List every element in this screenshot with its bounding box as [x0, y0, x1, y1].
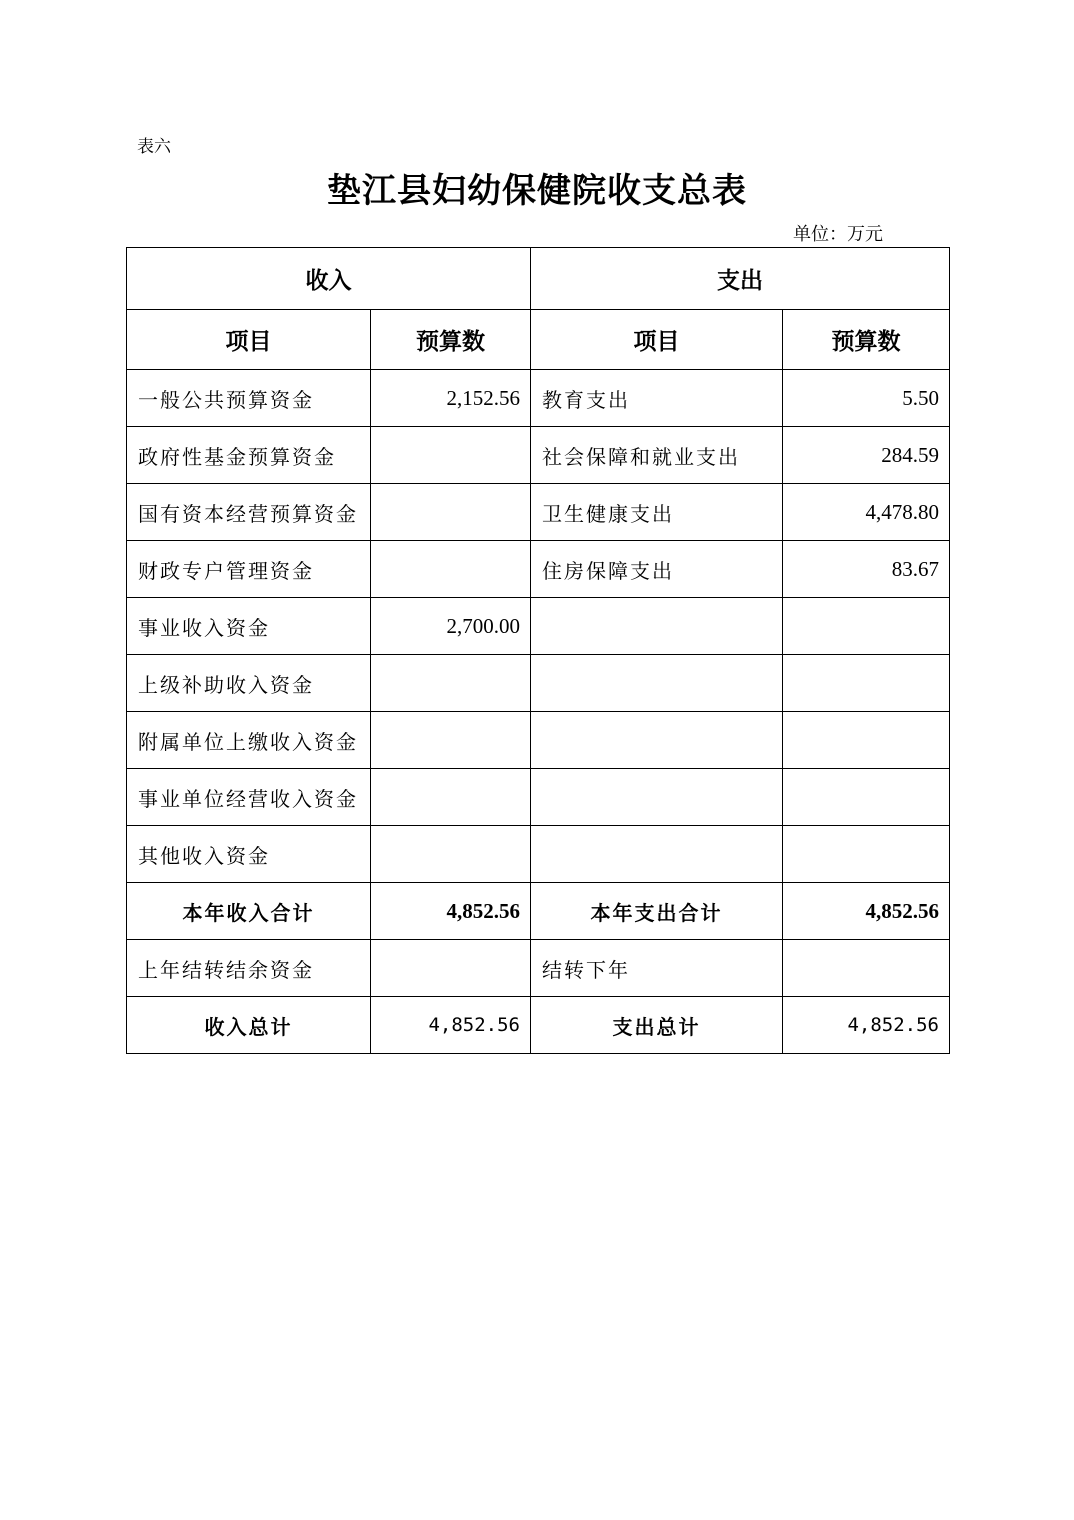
income-value: 2,152.56 [371, 370, 531, 427]
income-item: 附属单位上缴收入资金 [127, 712, 371, 769]
expense-value [783, 712, 950, 769]
budget-summary-table [126, 247, 950, 1054]
income-item: 国有资本经营预算资金 [127, 484, 371, 541]
income-header: 收入 [127, 248, 531, 310]
expense-item [531, 769, 783, 826]
income-value [371, 769, 531, 826]
table-label: 表六 [137, 137, 171, 157]
income-value [371, 826, 531, 883]
table-row [127, 484, 950, 541]
expense-total-label: 支出总计 [531, 997, 783, 1054]
income-item-column-header: 项目 [127, 310, 371, 370]
expense-value: 284.59 [783, 427, 950, 484]
income-carry-label: 上年结转结余资金 [127, 940, 371, 997]
income-total-value: 4,852.56 [371, 997, 531, 1054]
table-row [127, 427, 950, 484]
income-budget-column-header: 预算数 [371, 310, 531, 370]
expense-value [783, 769, 950, 826]
expense-item [531, 655, 783, 712]
carry-over-row [127, 940, 950, 997]
expense-item: 教育支出 [531, 370, 783, 427]
expense-value [783, 826, 950, 883]
total-row [127, 997, 950, 1054]
expense-subtotal-value: 4,852.56 [783, 883, 950, 940]
income-value [371, 484, 531, 541]
table-row [127, 712, 950, 769]
expense-item [531, 826, 783, 883]
table-row [127, 598, 950, 655]
subtotal-row [127, 883, 950, 940]
table-row [127, 655, 950, 712]
expense-item: 卫生健康支出 [531, 484, 783, 541]
income-carry-value [371, 940, 531, 997]
expense-item [531, 598, 783, 655]
expense-header: 支出 [531, 248, 950, 310]
expense-subtotal-label: 本年支出合计 [531, 883, 783, 940]
table-row [127, 541, 950, 598]
income-subtotal-value: 4,852.56 [371, 883, 531, 940]
expense-item: 社会保障和就业支出 [531, 427, 783, 484]
income-item: 事业单位经营收入资金 [127, 769, 371, 826]
income-item: 一般公共预算资金 [127, 370, 371, 427]
expense-budget-column-header: 预算数 [783, 310, 950, 370]
table-row [127, 769, 950, 826]
expense-value: 4,478.80 [783, 484, 950, 541]
expense-item-column-header: 项目 [531, 310, 783, 370]
table-row [127, 826, 950, 883]
expense-carry-value [783, 940, 950, 997]
income-value [371, 427, 531, 484]
expense-value: 5.50 [783, 370, 950, 427]
expense-item [531, 712, 783, 769]
income-value [371, 712, 531, 769]
income-item: 财政专户管理资金 [127, 541, 371, 598]
unit-label: 单位：万元 [793, 224, 883, 245]
income-item: 上级补助收入资金 [127, 655, 371, 712]
income-subtotal-label: 本年收入合计 [127, 883, 371, 940]
table-row [127, 370, 950, 427]
income-value [371, 655, 531, 712]
document-title: 垫江县妇幼保健院收支总表 [327, 171, 747, 211]
expense-total-value: 4,852.56 [783, 997, 950, 1054]
income-value: 2,700.00 [371, 598, 531, 655]
expense-value: 83.67 [783, 541, 950, 598]
income-item: 政府性基金预算资金 [127, 427, 371, 484]
income-item: 事业收入资金 [127, 598, 371, 655]
expense-value [783, 655, 950, 712]
income-item: 其他收入资金 [127, 826, 371, 883]
column-header-row [127, 310, 950, 370]
expense-value [783, 598, 950, 655]
group-header-row [127, 248, 950, 310]
expense-item: 住房保障支出 [531, 541, 783, 598]
income-total-label: 收入总计 [127, 997, 371, 1054]
income-value [371, 541, 531, 598]
expense-carry-label: 结转下年 [531, 940, 783, 997]
